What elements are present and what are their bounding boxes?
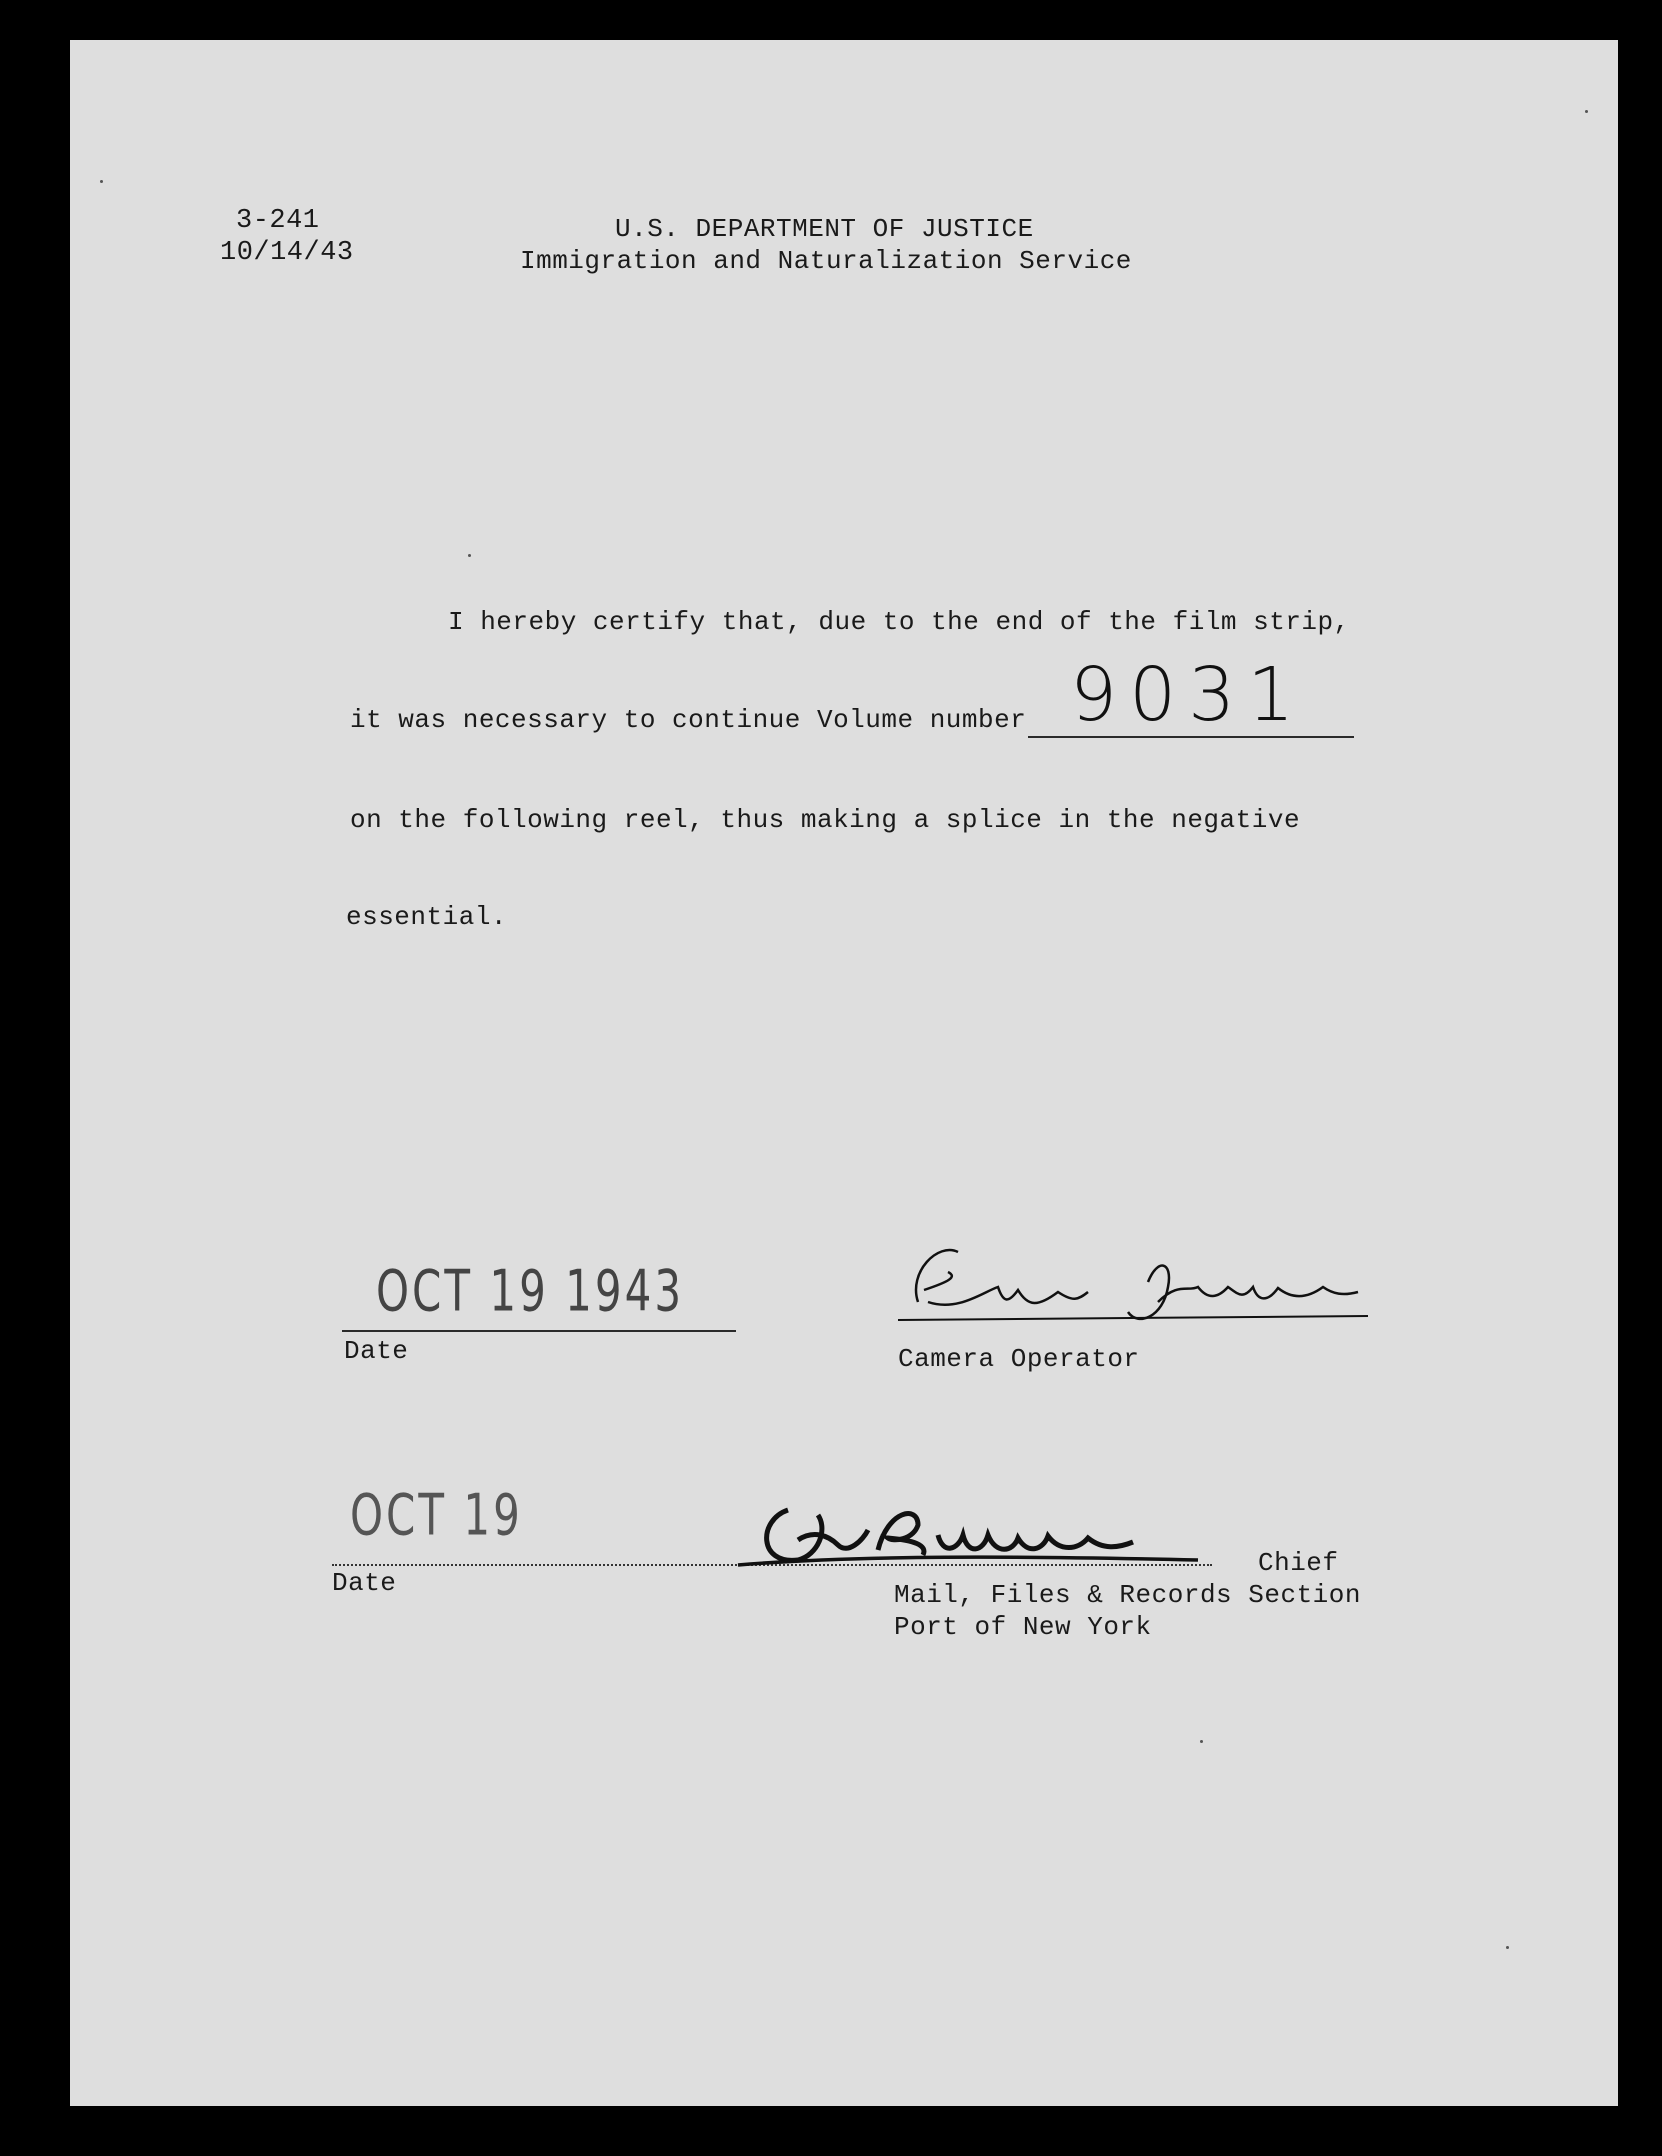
camera-operator-signature <box>888 1232 1378 1342</box>
scan-speck <box>1585 110 1588 113</box>
camera-operator-label: Camera Operator <box>898 1344 1140 1374</box>
date-stamp-chief: OCT 19 <box>350 1482 523 1549</box>
certification-line-1: I hereby certify that, due to the end of the film strip, <box>448 607 1350 637</box>
form-date: 10/14/43 <box>220 238 354 268</box>
date-line-camera <box>342 1330 736 1332</box>
port-name: Port of New York <box>894 1612 1152 1642</box>
certification-line-3: on the following reel, thus making a splice in the negative <box>350 805 1301 835</box>
department-heading: U.S. DEPARTMENT OF JUSTICE <box>615 214 1034 244</box>
scan-speck <box>1200 1740 1203 1743</box>
form-number: 3-241 <box>236 206 320 236</box>
date-stamp-camera: OCT 19 1943 <box>376 1258 685 1325</box>
date-label-camera: Date <box>344 1336 409 1366</box>
scan-speck <box>468 554 471 557</box>
volume-number: 9031 <box>1070 652 1307 738</box>
scan-speck <box>100 180 103 183</box>
document-page <box>70 40 1618 2106</box>
certification-line-4: essential. <box>346 902 508 932</box>
date-label-chief: Date <box>332 1568 397 1598</box>
certification-line-2: it was necessary to continue Volume number <box>350 705 1027 735</box>
section-name: Mail, Files & Records Section <box>894 1580 1361 1610</box>
service-heading: Immigration and Naturalization Service <box>520 246 1132 276</box>
chief-title: Chief <box>1258 1548 1339 1578</box>
scan-speck <box>1506 1946 1509 1949</box>
